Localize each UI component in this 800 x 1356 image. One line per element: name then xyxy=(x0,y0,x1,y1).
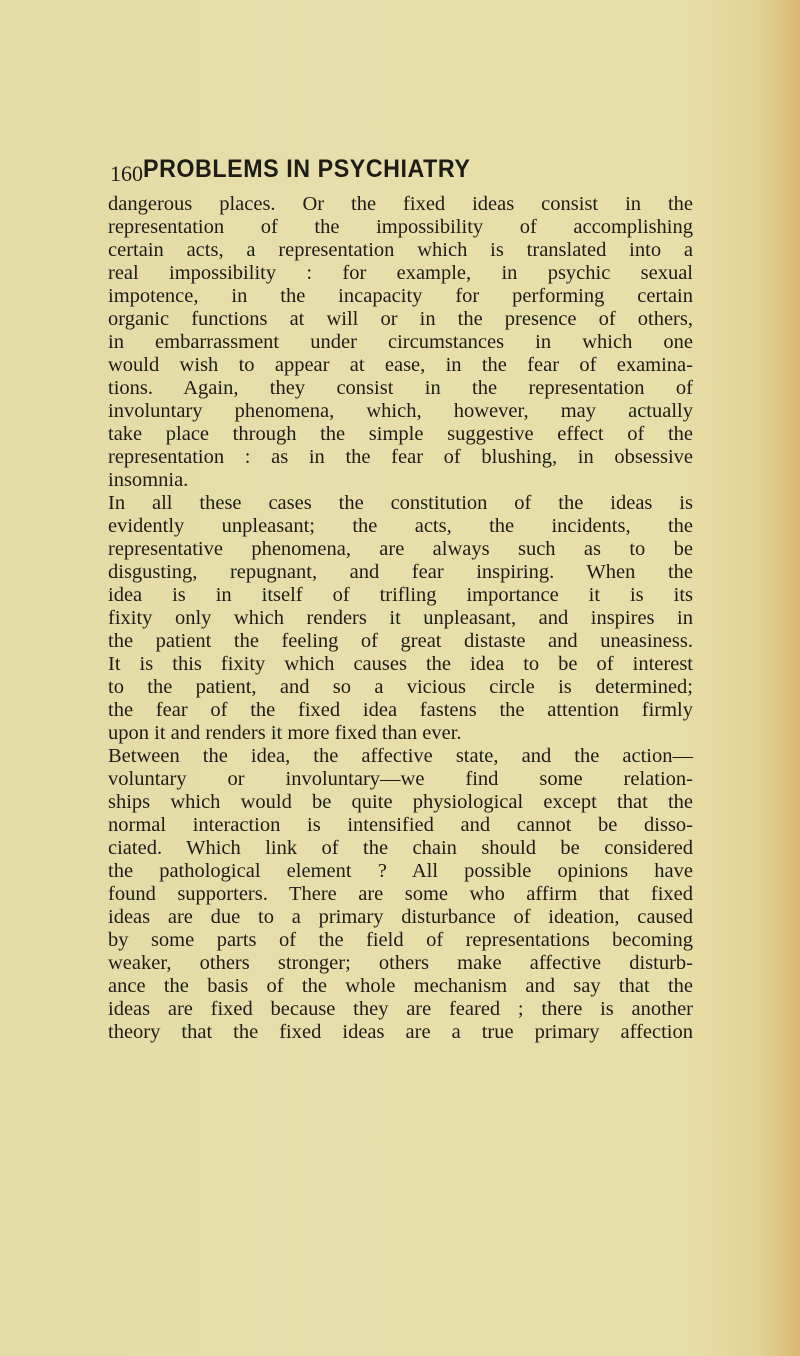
text-line: It is this fixity which causes the idea to be of interest xyxy=(108,653,693,675)
text-line: ships which would be quite physiological except that the xyxy=(108,791,693,813)
text-line: involuntary phenomena, which, however, may actually xyxy=(108,400,693,422)
text-line: theory that the fixed ideas are a true primary affection xyxy=(108,1021,693,1043)
text-line: certain acts, a representation which is translated into a xyxy=(108,239,693,261)
text-line: tions. Again, they consist in the representation of xyxy=(108,377,693,399)
text-line: take place through the simple suggestive effect of the xyxy=(108,423,693,445)
text-line: In all these cases the constitution of the ideas is xyxy=(108,492,693,514)
text-line: in embarrassment under circumstances in which one xyxy=(108,331,693,353)
text-line: fixity only which renders it unpleasant, and inspires in xyxy=(108,607,693,629)
text-line: representative phenomena, are always such as to be xyxy=(108,538,693,560)
text-line: Between the idea, the affective state, and the action— xyxy=(108,745,693,767)
text-line: ciated. Which link of the chain should be considered xyxy=(108,837,693,859)
page-body-text xyxy=(108,193,693,1044)
text-line: real impossibility : for example, in psychic sexual xyxy=(108,262,693,284)
text-line: organic functions at will or in the presence of others, xyxy=(108,308,693,330)
text-line: voluntary or involuntary—we find some relation- xyxy=(108,768,693,790)
text-line: the patient the feeling of great distaste and uneasiness. xyxy=(108,630,693,652)
text-line: ideas are fixed because they are feared ; there is another xyxy=(108,998,693,1020)
text-line: insomnia. xyxy=(108,469,189,491)
text-line: to the patient, and so a vicious circle is determined; xyxy=(108,676,693,698)
text-line: weaker, others stronger; others make affective disturb- xyxy=(108,952,693,974)
text-line: evidently unpleasant; the acts, the incidents, the xyxy=(108,515,693,537)
text-line: dangerous places. Or the fixed ideas consist in the xyxy=(108,193,693,215)
text-line: would wish to appear at ease, in the fear of examina- xyxy=(108,354,693,376)
page-number: 160 xyxy=(110,161,143,186)
text-line: upon it and renders it more fixed than ever. xyxy=(108,722,462,744)
text-line: disgusting, repugnant, and fear inspiring. When the xyxy=(108,561,693,583)
running-header xyxy=(110,155,710,189)
text-line: normal interaction is intensified and cannot be disso- xyxy=(108,814,693,836)
text-line: the pathological element ? All possible opinions have xyxy=(108,860,693,882)
text-line: idea is in itself of trifling importance it is its xyxy=(108,584,693,606)
running-title: PROBLEMS IN PSYCHIATRY xyxy=(143,155,471,183)
text-line: found supporters. There are some who affirm that fixed xyxy=(108,883,693,905)
text-line: impotence, in the incapacity for performing certain xyxy=(108,285,693,307)
text-line: representation : as in the fear of blushing, in obsessive xyxy=(108,446,693,468)
text-line: by some parts of the field of representations becoming xyxy=(108,929,693,951)
text-line: ance the basis of the whole mechanism and say that the xyxy=(108,975,693,997)
text-line: ideas are due to a primary disturbance of ideation, caused xyxy=(108,906,693,928)
text-line: the fear of the fixed idea fastens the attention firmly xyxy=(108,699,693,721)
text-line: representation of the impossibility of accomplishing xyxy=(108,216,693,238)
